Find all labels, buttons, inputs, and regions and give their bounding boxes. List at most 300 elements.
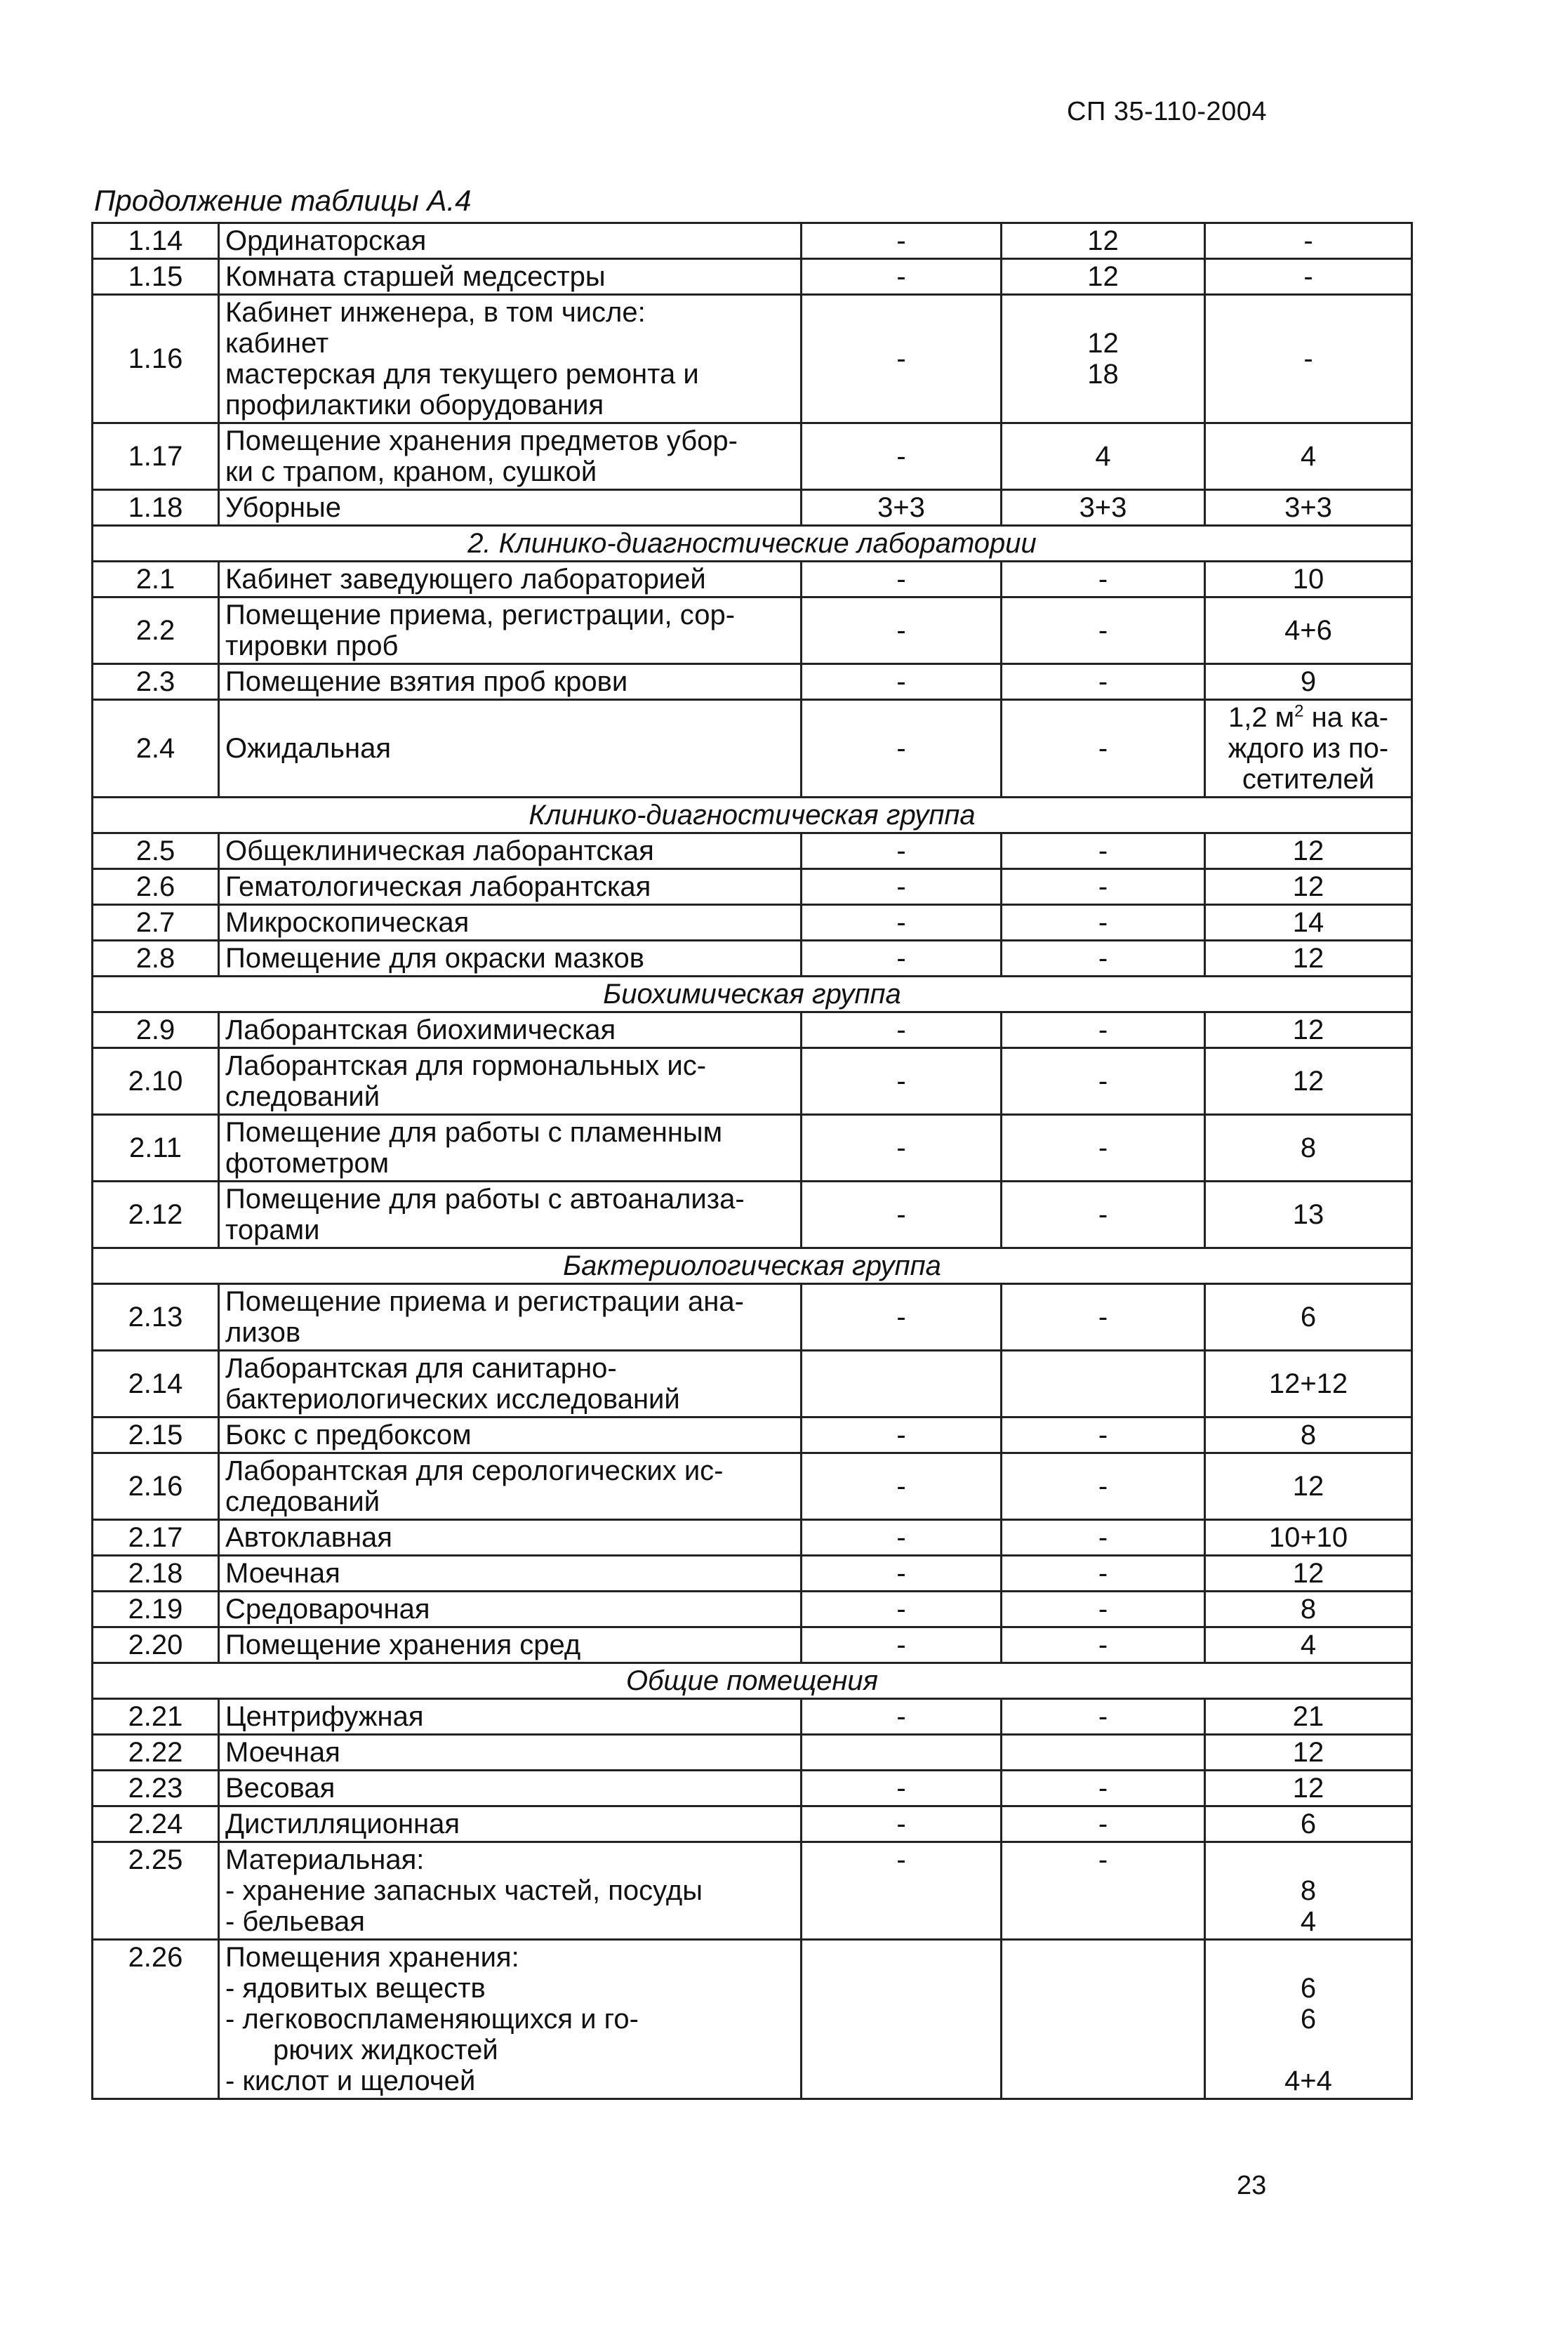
value-col-2-line: - xyxy=(1098,666,1108,697)
value-col-1 xyxy=(802,1453,1002,1520)
row-number: 2.25 xyxy=(93,1842,219,1940)
value-col-1 xyxy=(802,490,1002,526)
table-row xyxy=(93,1940,1412,2099)
value-col-3-line: 8 xyxy=(1300,1132,1317,1163)
room-name-line: мастерская для текущего ремонта и xyxy=(225,359,699,390)
value-col-1 xyxy=(802,1735,1002,1771)
rooms-table xyxy=(91,222,1413,2100)
value-col-3-line: 12 xyxy=(1292,835,1324,866)
value-col-2-line xyxy=(1008,390,1198,421)
value-col-3 xyxy=(1205,1592,1412,1627)
value-col-1-line xyxy=(808,1368,995,1399)
value-col-3 xyxy=(1205,664,1412,700)
value-col-1-line: - xyxy=(896,733,906,764)
value-col-3 xyxy=(1205,1627,1412,1663)
row-number: 2.22 xyxy=(93,1735,219,1771)
value-col-2-line: - xyxy=(1098,1809,1108,1839)
document-code: СП 35-110-2004 xyxy=(1067,97,1268,126)
room-name xyxy=(219,700,802,798)
table-section-row xyxy=(93,977,1412,1012)
value-col-1 xyxy=(802,1351,1002,1417)
room-name-line: профилактики оборудования xyxy=(225,390,604,421)
room-name-line: Помещение хранения сред xyxy=(225,1630,581,1660)
room-name-line: Лаборантская для серологических ис- xyxy=(225,1455,724,1486)
value-col-1 xyxy=(802,1806,1002,1842)
value-col-3-line: 6 xyxy=(1300,1302,1317,1333)
table-row xyxy=(93,664,1412,700)
table-row xyxy=(93,562,1412,597)
value-col-3-line: - xyxy=(1303,261,1313,292)
room-name-line: следований xyxy=(225,1486,380,1517)
table-body xyxy=(93,223,1412,2099)
table-section-row xyxy=(93,1248,1412,1284)
value-col-2 xyxy=(1002,1940,1205,2099)
room-name xyxy=(219,905,802,941)
row-number: 2.26 xyxy=(93,1940,219,2099)
table-section-row xyxy=(93,798,1412,833)
room-name xyxy=(219,833,802,869)
value-col-1-line: - xyxy=(896,1522,906,1553)
value-col-2-line: - xyxy=(1098,1701,1108,1732)
section-title: Биохимическая группа xyxy=(93,977,1412,1012)
value-col-3-line xyxy=(1211,2035,1405,2066)
row-number: 1.16 xyxy=(93,295,219,423)
value-col-3-line: 14 xyxy=(1292,907,1324,938)
value-col-3 xyxy=(1205,869,1412,905)
room-name-line: Комната старшей медсестры xyxy=(225,261,606,292)
value-col-2 xyxy=(1002,490,1205,526)
room-name-line: Материальная: xyxy=(225,1844,425,1875)
room-name-line: Дистилляционная xyxy=(225,1809,460,1839)
value-col-1-line: - xyxy=(896,1809,906,1839)
table-row xyxy=(93,1115,1412,1182)
table-row xyxy=(93,1284,1412,1351)
value-col-2 xyxy=(1002,664,1205,700)
table-row xyxy=(93,905,1412,941)
table-row xyxy=(93,1012,1412,1048)
value-col-2-line: 18 xyxy=(1087,359,1119,390)
value-col-2 xyxy=(1002,1182,1205,1248)
room-name-line: тировки проб xyxy=(225,630,399,661)
row-number: 2.10 xyxy=(93,1048,219,1115)
value-col-1 xyxy=(802,941,1002,977)
value-col-3 xyxy=(1205,490,1412,526)
value-col-2-line: - xyxy=(1098,1630,1108,1660)
row-number: 2.1 xyxy=(93,562,219,597)
value-col-3 xyxy=(1205,1012,1412,1048)
room-name xyxy=(219,1417,802,1453)
table-row xyxy=(93,1453,1412,1520)
room-name-line: - кислот и щелочей xyxy=(225,2066,476,2096)
room-name-line: бактериологических исследований xyxy=(225,1384,680,1415)
value-col-3-line: 3+3 xyxy=(1284,492,1332,523)
value-col-3 xyxy=(1205,1520,1412,1556)
value-col-1-line: - xyxy=(896,441,906,472)
value-col-3-line: 10+10 xyxy=(1268,1522,1348,1553)
value-col-2 xyxy=(1002,1842,1205,1940)
value-col-2 xyxy=(1002,1806,1205,1842)
value-col-1 xyxy=(802,1115,1002,1182)
value-col-1 xyxy=(802,869,1002,905)
table-caption: Продолжение таблицы А.4 xyxy=(94,184,472,217)
room-name-line: Моечная xyxy=(225,1737,340,1768)
room-name xyxy=(219,597,802,664)
row-number: 2.20 xyxy=(93,1627,219,1663)
row-number: 2.23 xyxy=(93,1771,219,1806)
value-col-3-line: 12 xyxy=(1292,1558,1324,1589)
row-number: 1.18 xyxy=(93,490,219,526)
value-col-3 xyxy=(1205,1284,1412,1351)
value-col-1 xyxy=(802,664,1002,700)
row-number: 2.13 xyxy=(93,1284,219,1351)
value-col-1-line xyxy=(808,1942,995,1973)
row-number: 2.14 xyxy=(93,1351,219,1417)
value-col-3 xyxy=(1205,833,1412,869)
value-col-1 xyxy=(802,1556,1002,1592)
value-col-1 xyxy=(802,562,1002,597)
value-col-3 xyxy=(1205,259,1412,295)
value-col-2-line: - xyxy=(1098,615,1108,646)
room-name xyxy=(219,664,802,700)
value-col-1-line: - xyxy=(896,343,906,374)
value-col-1-line: - xyxy=(896,1132,906,1163)
value-col-1 xyxy=(802,1012,1002,1048)
value-col-1-line: - xyxy=(896,1558,906,1589)
table-row xyxy=(93,1699,1412,1735)
room-name xyxy=(219,869,802,905)
value-col-3-line: 6 xyxy=(1300,1973,1317,2004)
value-col-3-line: 8 xyxy=(1300,1594,1317,1625)
page-number: 23 xyxy=(1237,2171,1267,2200)
value-col-3-line: 12 xyxy=(1292,943,1324,974)
row-number: 2.4 xyxy=(93,700,219,798)
value-col-3 xyxy=(1205,1182,1412,1248)
value-col-1-line: - xyxy=(896,666,906,697)
table-row xyxy=(93,1182,1412,1248)
value-col-2 xyxy=(1002,1592,1205,1627)
value-col-2 xyxy=(1002,833,1205,869)
value-col-2-line: - xyxy=(1098,1302,1108,1333)
row-number: 2.19 xyxy=(93,1592,219,1627)
value-col-2 xyxy=(1002,223,1205,259)
value-col-1-line: - xyxy=(896,1302,906,1333)
value-col-1-line: - xyxy=(896,835,906,866)
room-name xyxy=(219,1556,802,1592)
value-col-1 xyxy=(802,1048,1002,1115)
room-name xyxy=(219,1592,802,1627)
value-col-2-line: - xyxy=(1098,1199,1108,1230)
value-col-2 xyxy=(1002,1520,1205,1556)
room-name-line: Лаборантская биохимическая xyxy=(225,1015,616,1045)
table-row xyxy=(93,869,1412,905)
value-col-2-line: - xyxy=(1098,835,1108,866)
room-name-line: Помещение для работы с пламенным xyxy=(225,1117,723,1148)
room-name xyxy=(219,1182,802,1248)
value-col-3 xyxy=(1205,1453,1412,1520)
table-row xyxy=(93,1520,1412,1556)
value-col-1 xyxy=(802,1699,1002,1735)
value-col-2-line: - xyxy=(1098,1132,1108,1163)
row-number: 2.6 xyxy=(93,869,219,905)
value-col-2 xyxy=(1002,1453,1205,1520)
value-col-2-line xyxy=(1008,1368,1198,1399)
value-col-3-line: 4 xyxy=(1300,441,1317,472)
room-name-line: Гематологическая лаборантская xyxy=(225,871,651,902)
value-col-2 xyxy=(1002,1284,1205,1351)
value-col-2 xyxy=(1002,905,1205,941)
value-col-1-line: - xyxy=(896,564,906,595)
value-col-1 xyxy=(802,223,1002,259)
room-name xyxy=(219,1699,802,1735)
value-col-2-line: - xyxy=(1098,1773,1108,1804)
table-row xyxy=(93,1592,1412,1627)
row-number: 2.7 xyxy=(93,905,219,941)
value-col-3 xyxy=(1205,1556,1412,1592)
value-col-1-line: - xyxy=(896,1420,906,1450)
room-name-line: Ожидальная xyxy=(225,733,391,764)
table-row xyxy=(93,1771,1412,1806)
row-number: 1.15 xyxy=(93,259,219,295)
value-col-1-line: - xyxy=(896,1594,906,1625)
room-name-line: Уборные xyxy=(225,492,342,523)
value-col-3-line: 4 xyxy=(1300,1630,1317,1660)
value-col-3-line xyxy=(1211,1844,1405,1875)
value-col-1-line: - xyxy=(896,225,906,256)
value-col-3-line: 8 xyxy=(1300,1875,1317,1906)
value-col-3-line: 21 xyxy=(1292,1701,1324,1732)
value-col-1-line: - xyxy=(896,1015,906,1045)
table-row xyxy=(93,223,1412,259)
room-name-line: Бокс с предбоксом xyxy=(225,1420,472,1450)
value-col-1 xyxy=(802,1520,1002,1556)
value-col-2 xyxy=(1002,1351,1205,1417)
room-name xyxy=(219,423,802,490)
room-name xyxy=(219,1284,802,1351)
value-col-1-line: - xyxy=(896,1630,906,1660)
row-number: 2.15 xyxy=(93,1417,219,1453)
table-row xyxy=(93,1556,1412,1592)
value-col-3-line: 4 xyxy=(1300,1906,1317,1937)
table-row xyxy=(93,1842,1412,1940)
room-name-line: кабинет xyxy=(225,328,329,359)
room-name-line: - бельевая xyxy=(225,1906,365,1937)
value-col-3 xyxy=(1205,1699,1412,1735)
value-col-3 xyxy=(1205,423,1412,490)
room-name xyxy=(219,1453,802,1520)
room-name xyxy=(219,295,802,423)
value-col-1 xyxy=(802,597,1002,664)
value-col-3 xyxy=(1205,1842,1412,1940)
room-name-line: - ядовитых веществ xyxy=(225,1973,486,2004)
value-col-3-line: 13 xyxy=(1292,1199,1324,1230)
table-row xyxy=(93,1806,1412,1842)
room-name xyxy=(219,490,802,526)
value-col-3 xyxy=(1205,941,1412,977)
table-row xyxy=(93,700,1412,798)
value-col-1-line: - xyxy=(896,1844,906,1875)
value-col-2 xyxy=(1002,1115,1205,1182)
value-col-3-line: 12 xyxy=(1292,1773,1324,1804)
row-number: 2.9 xyxy=(93,1012,219,1048)
room-name-line: Общеклиническая лаборантская xyxy=(225,835,654,866)
value-col-1-line: - xyxy=(896,907,906,938)
value-col-1-line: - xyxy=(896,1199,906,1230)
value-col-2-line: - xyxy=(1098,943,1108,974)
value-col-3-line: ждого из по- xyxy=(1228,733,1389,764)
value-col-2 xyxy=(1002,1627,1205,1663)
value-col-3 xyxy=(1205,1735,1412,1771)
value-col-3 xyxy=(1205,295,1412,423)
room-name xyxy=(219,1520,802,1556)
value-col-2-line: - xyxy=(1098,907,1108,938)
room-name-line: рючих жидкостей xyxy=(273,2035,498,2066)
value-col-2 xyxy=(1002,259,1205,295)
value-col-3 xyxy=(1205,1351,1412,1417)
value-col-3-line: 12 xyxy=(1292,1066,1324,1097)
value-col-1 xyxy=(802,905,1002,941)
value-col-2-line: - xyxy=(1098,871,1108,902)
value-col-1 xyxy=(802,295,1002,423)
value-col-2-line xyxy=(1008,297,1198,328)
value-col-1 xyxy=(802,833,1002,869)
value-col-2 xyxy=(1002,1699,1205,1735)
table-row xyxy=(93,490,1412,526)
table-row xyxy=(93,1417,1412,1453)
value-col-2 xyxy=(1002,1771,1205,1806)
value-col-2-line: 3+3 xyxy=(1079,492,1127,523)
room-name xyxy=(219,1771,802,1806)
table-section-row xyxy=(93,1663,1412,1699)
room-name-line: Лаборантская для санитарно- xyxy=(225,1353,617,1384)
value-col-1-line: - xyxy=(896,943,906,974)
value-col-1-line: - xyxy=(896,1066,906,1097)
room-name xyxy=(219,223,802,259)
value-col-1 xyxy=(802,1771,1002,1806)
room-name xyxy=(219,1806,802,1842)
table-row xyxy=(93,295,1412,423)
room-name-line: Средоварочная xyxy=(225,1594,430,1625)
value-col-1-line: - xyxy=(896,871,906,902)
value-col-3-line: 4+6 xyxy=(1284,615,1332,646)
value-col-1-line xyxy=(808,1737,995,1768)
value-col-1 xyxy=(802,1182,1002,1248)
room-name xyxy=(219,259,802,295)
value-col-3 xyxy=(1205,1417,1412,1453)
value-col-3 xyxy=(1205,223,1412,259)
table-row xyxy=(93,1735,1412,1771)
row-number: 2.17 xyxy=(93,1520,219,1556)
value-col-3-line: - xyxy=(1303,343,1313,374)
value-col-2-line: 12 xyxy=(1087,328,1119,359)
value-col-3-line: 9 xyxy=(1300,666,1317,697)
table-row xyxy=(93,597,1412,664)
room-name-line: - хранение запасных частей, посуды xyxy=(225,1875,703,1906)
room-name xyxy=(219,1048,802,1115)
value-col-1-line: - xyxy=(896,1701,906,1732)
value-col-3-line: 12 xyxy=(1292,871,1324,902)
room-name-line: Помещение хранения предметов убор- xyxy=(225,425,738,456)
table-row xyxy=(93,259,1412,295)
value-col-1 xyxy=(802,700,1002,798)
value-col-1-line: 3+3 xyxy=(877,492,925,523)
value-col-1 xyxy=(802,1940,1002,2099)
value-col-1-line: - xyxy=(896,615,906,646)
value-col-1 xyxy=(802,1417,1002,1453)
table-row xyxy=(93,1048,1412,1115)
value-col-2-line: - xyxy=(1098,1594,1108,1625)
room-name-line: Помещения хранения: xyxy=(225,1942,519,1973)
row-number: 2.21 xyxy=(93,1699,219,1735)
value-col-3-line: - xyxy=(1303,225,1313,256)
value-col-1-line: - xyxy=(896,1773,906,1804)
value-col-3-line: 6 xyxy=(1300,2004,1317,2035)
value-col-3-line xyxy=(1211,1942,1405,1973)
room-name-line: Ординаторская xyxy=(225,225,427,256)
room-name-line: следований xyxy=(225,1081,380,1112)
value-col-2 xyxy=(1002,700,1205,798)
value-col-3 xyxy=(1205,1806,1412,1842)
value-col-3-line: 8 xyxy=(1300,1420,1317,1450)
room-name-line: Лаборантская для гормональных ис- xyxy=(225,1050,707,1081)
room-name-line: Центрифужная xyxy=(225,1701,424,1732)
room-name-line: лизов xyxy=(225,1317,301,1348)
value-col-1 xyxy=(802,1842,1002,1940)
value-col-3 xyxy=(1205,1771,1412,1806)
table-row xyxy=(93,941,1412,977)
row-number: 1.17 xyxy=(93,423,219,490)
row-number: 2.5 xyxy=(93,833,219,869)
room-name xyxy=(219,1842,802,1940)
value-col-2 xyxy=(1002,1735,1205,1771)
value-col-2-line: - xyxy=(1098,1420,1108,1450)
room-name xyxy=(219,1940,802,2099)
value-col-3-line: 6 xyxy=(1300,1809,1317,1839)
value-col-2 xyxy=(1002,1556,1205,1592)
value-col-3-line: сетителей xyxy=(1242,764,1375,795)
value-col-2-line: 12 xyxy=(1087,225,1119,256)
value-col-3 xyxy=(1205,1115,1412,1182)
value-col-3 xyxy=(1205,562,1412,597)
value-col-2-line: 4 xyxy=(1095,441,1111,472)
section-title: 2. Клинико-диагностические лаборатории xyxy=(93,526,1412,562)
room-name-line: Микроскопическая xyxy=(225,907,470,938)
room-name-line: Помещение приема и регистрации ана- xyxy=(225,1286,744,1317)
room-name xyxy=(219,1012,802,1048)
room-name xyxy=(219,1351,802,1417)
value-col-3-line: 4+4 xyxy=(1284,2066,1332,2096)
room-name xyxy=(219,1735,802,1771)
room-name xyxy=(219,1627,802,1663)
value-col-2 xyxy=(1002,941,1205,977)
section-title: Клинико-диагностическая группа xyxy=(93,798,1412,833)
room-name-line: Моечная xyxy=(225,1558,340,1589)
row-number: 2.3 xyxy=(93,664,219,700)
value-col-1-line: - xyxy=(896,261,906,292)
value-col-1-line: - xyxy=(896,1471,906,1502)
value-col-3 xyxy=(1205,597,1412,664)
value-col-2-line xyxy=(1008,1942,1198,1973)
value-col-3-line: 10 xyxy=(1292,564,1324,595)
section-title: Общие помещения xyxy=(93,1663,1412,1699)
room-name-line: - легковоспламеняющихся и го- xyxy=(225,2004,639,2035)
row-number: 2.2 xyxy=(93,597,219,664)
room-name-line: Помещение для работы с автоанализа- xyxy=(225,1184,745,1215)
value-col-1 xyxy=(802,1592,1002,1627)
value-col-1 xyxy=(802,259,1002,295)
room-name xyxy=(219,562,802,597)
value-col-3-line: 12 xyxy=(1292,1471,1324,1502)
row-number: 2.11 xyxy=(93,1115,219,1182)
